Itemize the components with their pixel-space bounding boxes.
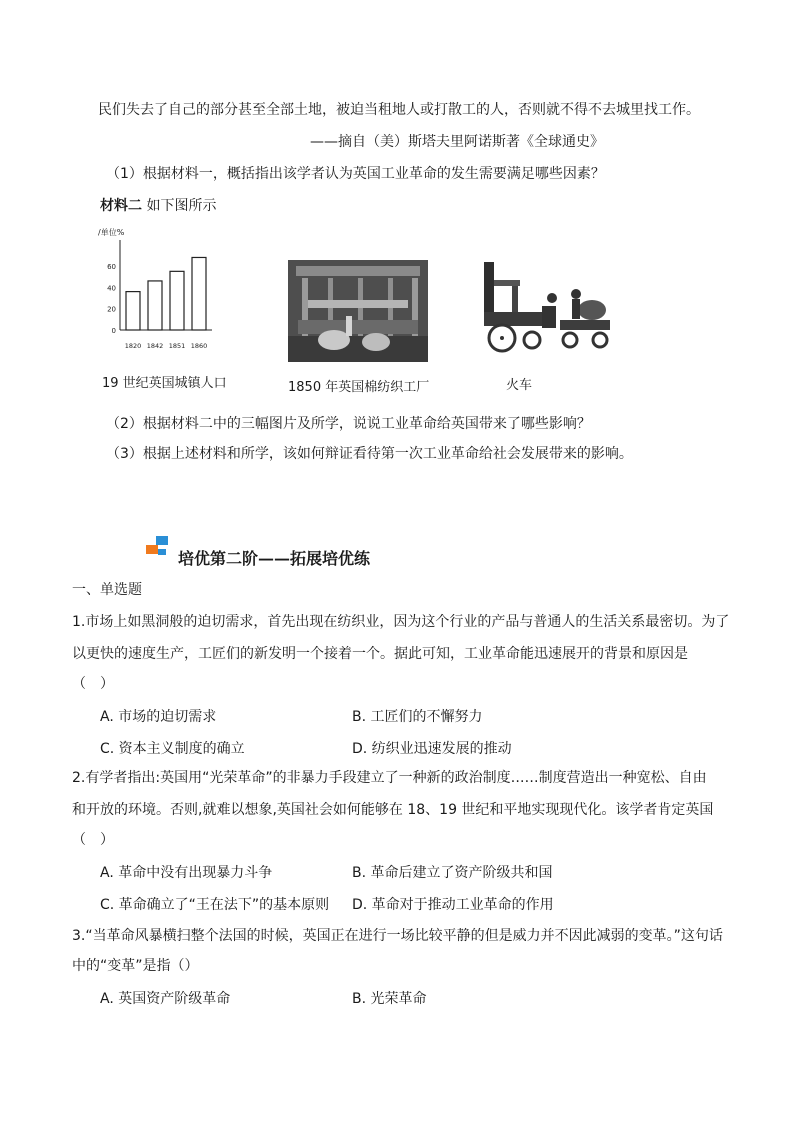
material2-label: 材料二	[100, 198, 142, 214]
material2-heading	[100, 196, 216, 216]
bar-1820	[126, 292, 140, 330]
section-subtitle: 一、单选题	[72, 582, 142, 598]
material1-text-end: 民们失去了自己的部分甚至全部土地，被迫当租地人或打散工的人，否则就不得不去城里找工作。	[98, 102, 700, 118]
mcq-2-line1: 2.有学者指出:英国用“光荣革命”的非暴力手段建立了一种新的政治制度‥‥‥制度营造出一种宽松、自由	[72, 770, 707, 786]
mcq-2-option-c[interactable]: C. 革命确立了“王在法下”的基本原则	[100, 897, 330, 913]
mcq-3-line1: 3.“当革命风暴横扫整个法国的时候，英国正在进行一场比较平静的但是威力并不因此减弱的变革。”这句话	[72, 928, 723, 944]
question-3-dialectic: （3）根据上述材料和所学，该如何辩证看待第一次工业革命给社会发展带来的影响。	[106, 446, 633, 462]
x-tick-label-1860: 1860	[190, 342, 208, 350]
section-title: 培优第二阶——拓展培优练	[178, 549, 371, 568]
mcq-3-option-a[interactable]: A. 英国资产阶级革命	[100, 991, 231, 1007]
x-tick-label-1851: 1851	[168, 342, 186, 350]
mcq-1-option-c[interactable]: C. 资本主义制度的确立	[100, 741, 245, 757]
y-tick-label: 60	[107, 263, 116, 271]
mcq-2-option-a[interactable]: A. 革命中没有出现暴力斗争	[100, 865, 273, 881]
mcq-3-option-b[interactable]: B. 光荣革命	[352, 991, 427, 1007]
question-1-analysis: （1）根据材料一，概括指出该学者认为英国工业革命的发生需要满足哪些因素？	[106, 166, 605, 182]
mcq-1-option-a[interactable]: A. 市场的迫切需求	[100, 709, 217, 725]
mcq-2-option-d[interactable]: D. 革命对于推动工业革命的作用	[352, 897, 554, 913]
material2-text: 如下图所示	[146, 198, 217, 214]
mcq-1-option-d[interactable]: D. 纺织业迅速发展的推动	[352, 741, 512, 757]
x-tick-label-1820: 1820	[124, 342, 142, 350]
x-tick-label-1842: 1842	[146, 342, 164, 350]
mcq-2-line2: 和开放的环境。否则,就难以想象,英国社会如何能够在 18、19 世纪和平地实现现代化。该学者肯定英国	[72, 802, 714, 818]
chart-caption: 19 世纪英国城镇人口	[102, 376, 227, 391]
mcq-1-line2: 以更快的速度生产，工匠们的新发明一个接着一个。据此可知，工业革命能迅速展开的背景和原因是	[72, 646, 688, 662]
mcq-1-line1: 1.市场上如黑洞般的迫切需求，首先出现在纺织业，因为这个行业的产品与普通人的生活关系最密切。为了	[72, 614, 730, 630]
y-axis-unit-label: /单位%	[98, 228, 125, 237]
question-2-impact: （2）根据材料二中的三幅图片及所学，说说工业革命给英国带来了哪些影响？	[106, 416, 591, 432]
bar-1842	[148, 281, 162, 330]
material1-source: ——摘自（美）斯塔夫里阿诺斯著《全球通史》	[310, 134, 604, 150]
bar-1851	[170, 271, 184, 330]
mcq-1-paren: （ ）	[72, 676, 114, 692]
mcq-2-option-b[interactable]: B. 革命后建立了资产阶级共和国	[352, 865, 553, 881]
mcq-2-paren: （ ）	[72, 832, 114, 848]
cotton-factory-photo	[288, 260, 428, 362]
locomotive-illustration	[478, 258, 614, 354]
train-caption: 火车	[506, 378, 533, 393]
y-tick-label: 0	[111, 327, 116, 335]
section-icon	[144, 536, 174, 562]
bar-1860	[192, 257, 206, 330]
factory-caption: 1850 年英国棉纺织工厂	[288, 380, 430, 395]
y-tick-label: 40	[107, 284, 116, 293]
factory-scene-image	[288, 260, 428, 362]
mcq-1-option-b[interactable]: B. 工匠们的不懈努力	[352, 709, 483, 725]
y-tick-label: 20	[107, 305, 116, 314]
population-bar-chart	[98, 226, 218, 356]
mcq-3-line2: 中的“变革”是指（）	[72, 958, 199, 974]
